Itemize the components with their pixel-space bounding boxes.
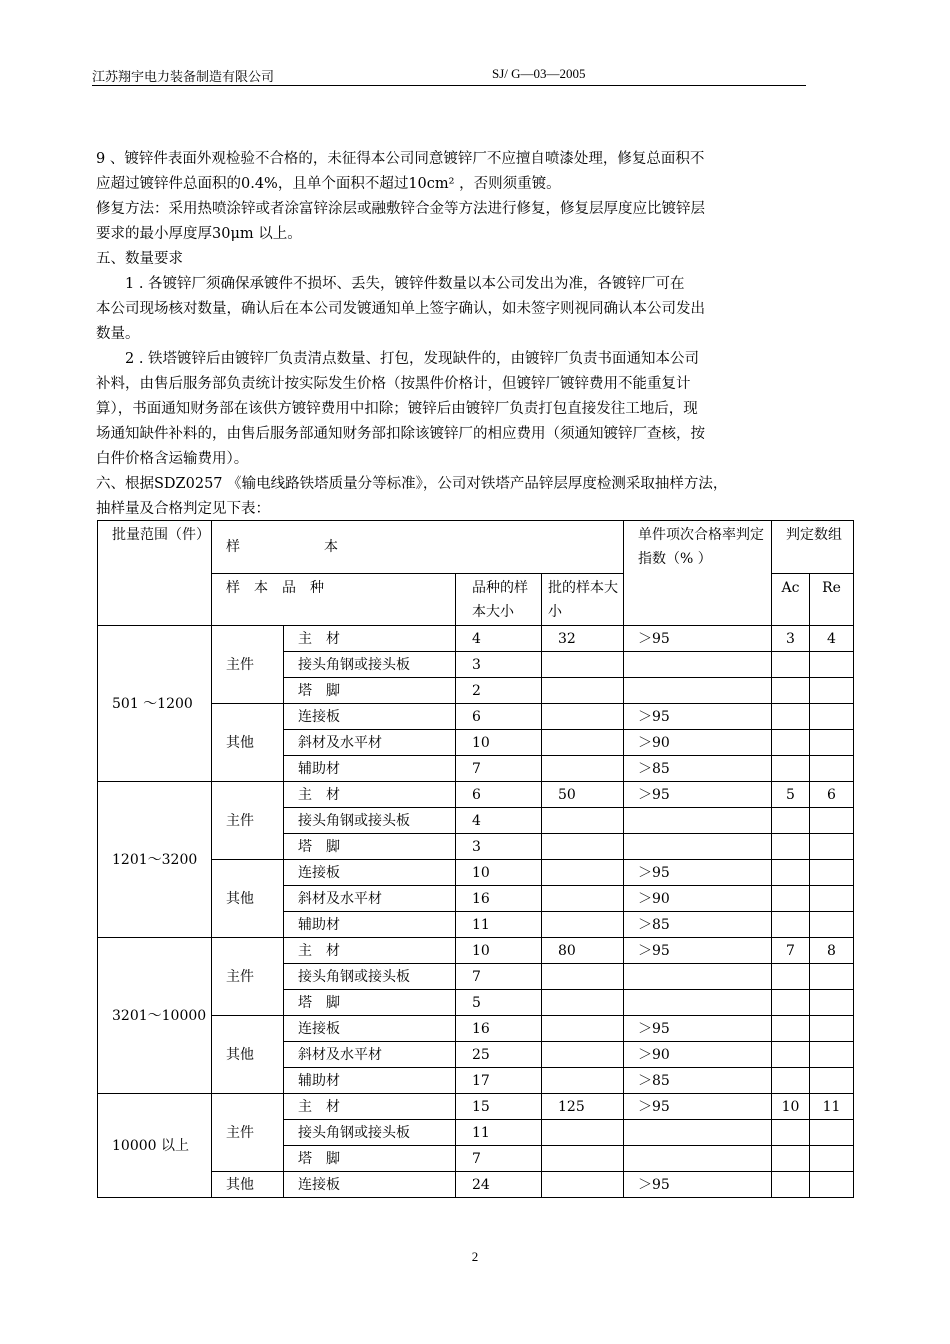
pass-rate-cell (624, 1120, 772, 1146)
table-header-row (98, 521, 854, 574)
re-cell (810, 886, 854, 912)
batch-size-cell (542, 808, 624, 834)
paragraph-line: 白件价格含运输费用）。 (96, 451, 249, 467)
paragraph-line: 补料，由售后服务部负责统计按实际发生价格（按黑件价格计，但镀锌厂镀锌费用不能重复计 (96, 376, 691, 392)
pass-rate-cell: ＞95 (624, 782, 772, 808)
sample-variety-cell: 塔 脚 (284, 990, 456, 1016)
batch-size-cell (542, 704, 624, 730)
ac-cell (772, 834, 810, 860)
pass-rate-cell (624, 990, 772, 1016)
sample-variety-cell: 辅助材 (284, 912, 456, 938)
sample-variety-cell: 接头角钢或接头板 (284, 964, 456, 990)
sample-variety-cell: 接头角钢或接头板 (284, 652, 456, 678)
re-cell (810, 964, 854, 990)
variety-size-cell: 6 (456, 782, 542, 808)
re-cell (810, 1146, 854, 1172)
re-cell (810, 730, 854, 756)
sampling-table (97, 520, 854, 1198)
pass-rate-cell: ＞90 (624, 1042, 772, 1068)
re-cell: 4 (810, 626, 854, 652)
variety-size-cell: 7 (456, 756, 542, 782)
table-body (98, 521, 854, 1198)
header-re: Re (810, 574, 854, 626)
pass-rate-cell: ＞95 (624, 704, 772, 730)
variety-size-cell: 10 (456, 730, 542, 756)
re-cell (810, 1068, 854, 1094)
variety-size-cell: 11 (456, 912, 542, 938)
pass-rate-cell (624, 678, 772, 704)
table-row (98, 704, 854, 730)
pass-rate-cell (624, 652, 772, 678)
part-category-cell: 主件 (212, 1094, 284, 1172)
sample-variety-cell: 主 材 (284, 938, 456, 964)
re-cell (810, 1172, 854, 1198)
re-cell (810, 808, 854, 834)
variety-size-cell: 10 (456, 860, 542, 886)
pass-rate-cell: ＞95 (624, 1094, 772, 1120)
pass-rate-cell (624, 964, 772, 990)
sample-variety-cell: 塔 脚 (284, 678, 456, 704)
ac-cell (772, 730, 810, 756)
table-row (98, 1172, 854, 1198)
batch-size-cell (542, 860, 624, 886)
pass-rate-cell: ＞95 (624, 860, 772, 886)
paragraph-line: 应超过镀锌件总面积的0.4%，且单个面积不超过10cm² ，否则须重镀。 (96, 176, 561, 192)
sample-variety-cell: 辅助材 (284, 756, 456, 782)
re-cell (810, 1042, 854, 1068)
sample-variety-cell: 连接板 (284, 704, 456, 730)
variety-size-cell: 2 (456, 678, 542, 704)
batch-size-cell (542, 964, 624, 990)
sample-variety-cell: 主 材 (284, 782, 456, 808)
document-number: SJ/ G—03—2005 (492, 66, 586, 81)
batch-size-cell (542, 730, 624, 756)
section-heading: 六、根据SDZ0257 《输电线路铁塔质量分等标准》，公司对铁塔产品锌层厚度检测采取抽样方法， (96, 476, 728, 492)
sample-variety-cell: 连接板 (284, 1016, 456, 1042)
table-row (98, 1094, 854, 1120)
sample-variety-cell: 斜材及水平材 (284, 730, 456, 756)
sample-variety-cell: 塔 脚 (284, 834, 456, 860)
batch-size-cell (542, 1042, 624, 1068)
sample-variety-cell: 接头角钢或接头板 (284, 808, 456, 834)
ac-cell (772, 1172, 810, 1198)
pass-rate-cell (624, 1146, 772, 1172)
header-divider (92, 85, 806, 86)
batch-range-cell: 10000 以上 (98, 1094, 212, 1198)
pass-rate-cell: ＞85 (624, 912, 772, 938)
ac-cell (772, 860, 810, 886)
paragraph-line: 场通知缺件补料的，由售后服务部通知财务部扣除该镀锌厂的相应费用（须通知镀锌厂查核，按 (96, 426, 705, 442)
batch-range-cell: 3201～10000 (98, 938, 212, 1094)
paragraph-line: 要求的最小厚度厚30μm 以上。 (96, 226, 302, 242)
ac-cell (772, 652, 810, 678)
table-row (98, 782, 854, 808)
variety-size-cell: 6 (456, 704, 542, 730)
header-variety-size: 品种的样本大小 (456, 574, 542, 626)
variety-size-cell: 17 (456, 1068, 542, 1094)
re-cell (810, 912, 854, 938)
variety-size-cell: 3 (456, 834, 542, 860)
sample-variety-cell: 连接板 (284, 860, 456, 886)
ac-cell (772, 808, 810, 834)
batch-size-cell (542, 652, 624, 678)
header-ac: Ac (772, 574, 810, 626)
batch-size-cell: 80 (542, 938, 624, 964)
batch-size-cell (542, 1120, 624, 1146)
re-cell: 8 (810, 938, 854, 964)
part-category-cell: 主件 (212, 626, 284, 704)
batch-size-cell (542, 756, 624, 782)
pass-rate-cell: ＞95 (624, 1172, 772, 1198)
re-cell (810, 860, 854, 886)
batch-size-cell (542, 1172, 624, 1198)
batch-size-cell (542, 1146, 624, 1172)
table-row (98, 860, 854, 886)
variety-size-cell: 4 (456, 626, 542, 652)
pass-rate-cell: ＞95 (624, 938, 772, 964)
part-category-cell: 其他 (212, 860, 284, 938)
batch-size-cell (542, 1016, 624, 1042)
batch-size-cell (542, 1068, 624, 1094)
batch-size-cell (542, 834, 624, 860)
batch-size-cell (542, 912, 624, 938)
ac-cell (772, 886, 810, 912)
part-category-cell: 其他 (212, 1172, 284, 1198)
ac-cell: 5 (772, 782, 810, 808)
paragraph-line: 数量。 (96, 326, 140, 342)
ac-cell (772, 1068, 810, 1094)
variety-size-cell: 24 (456, 1172, 542, 1198)
header-sample: 样 本 (212, 521, 624, 574)
ac-cell (772, 912, 810, 938)
batch-range-cell: 1201～3200 (98, 782, 212, 938)
pass-rate-cell: ＞95 (624, 626, 772, 652)
variety-size-cell: 7 (456, 1146, 542, 1172)
batch-size-cell (542, 678, 624, 704)
sample-variety-cell: 斜材及水平材 (284, 886, 456, 912)
re-cell: 11 (810, 1094, 854, 1120)
pass-rate-cell: ＞85 (624, 1068, 772, 1094)
re-cell: 6 (810, 782, 854, 808)
sample-variety-cell: 主 材 (284, 1094, 456, 1120)
page-header (92, 66, 806, 84)
batch-size-cell: 50 (542, 782, 624, 808)
batch-range-cell: 501 ～1200 (98, 626, 212, 782)
paragraph-line: 本公司现场核对数量，确认后在本公司发镀通知单上签字确认，如未签字则视同确认本公司发出 (96, 301, 705, 317)
ac-cell: 3 (772, 626, 810, 652)
header-batch-range: 批量范围（件） (98, 521, 212, 626)
sample-variety-cell: 接头角钢或接头板 (284, 1120, 456, 1146)
variety-size-cell: 3 (456, 652, 542, 678)
ac-cell (772, 704, 810, 730)
paragraph-line: 2 . 铁塔镀锌后由镀锌厂负责清点数量、打包，发现缺件的，由镀锌厂负责书面通知本公司 (96, 351, 700, 367)
batch-size-cell (542, 886, 624, 912)
variety-size-cell: 15 (456, 1094, 542, 1120)
sample-variety-cell: 斜材及水平材 (284, 1042, 456, 1068)
paragraph-line: 算），书面通知财务部在该供方镀锌费用中扣除；镀锌后由镀锌厂负责打包直接发往工地后，现 (96, 401, 698, 417)
paragraph-line: 9 、镀锌件表面外观检验不合格的，未征得本公司同意镀锌厂不应擅自喷漆处理，修复总面积不 (96, 151, 705, 167)
table-row (98, 1016, 854, 1042)
pass-rate-cell: ＞90 (624, 886, 772, 912)
section-heading: 五、数量要求 (96, 251, 183, 267)
batch-size-cell (542, 990, 624, 1016)
variety-size-cell: 25 (456, 1042, 542, 1068)
variety-size-cell: 16 (456, 886, 542, 912)
sample-variety-cell: 主 材 (284, 626, 456, 652)
pass-rate-cell (624, 834, 772, 860)
re-cell (810, 990, 854, 1016)
sample-variety-cell: 辅助材 (284, 1068, 456, 1094)
ac-cell (772, 1120, 810, 1146)
page-number: 2 (471, 1249, 479, 1264)
pass-rate-cell: ＞90 (624, 730, 772, 756)
ac-cell (772, 1146, 810, 1172)
part-category-cell: 主件 (212, 782, 284, 860)
pass-rate-cell: ＞95 (624, 1016, 772, 1042)
paragraph-line: 1 . 各镀锌厂须确保承镀件不损坏、丢失，镀锌件数量以本公司发出为准，各镀锌厂可在 (96, 276, 685, 292)
re-cell (810, 704, 854, 730)
ac-cell (772, 964, 810, 990)
ac-cell: 10 (772, 1094, 810, 1120)
variety-size-cell: 7 (456, 964, 542, 990)
re-cell (810, 652, 854, 678)
header-judge-group: 判定数组 (772, 521, 854, 574)
header-sample-variety: 样 本 品 种 (212, 574, 456, 626)
paragraph-line: 修复方法：采用热喷涂锌或者涂富锌涂层或融敷锌合金等方法进行修复，修复层厚度应比镀锌层 (96, 201, 705, 217)
variety-size-cell: 16 (456, 1016, 542, 1042)
pass-rate-cell (624, 808, 772, 834)
ac-cell (772, 756, 810, 782)
variety-size-cell: 11 (456, 1120, 542, 1146)
batch-size-cell: 125 (542, 1094, 624, 1120)
part-category-cell: 其他 (212, 704, 284, 782)
ac-cell: 7 (772, 938, 810, 964)
ac-cell (772, 1016, 810, 1042)
sample-variety-cell: 塔 脚 (284, 1146, 456, 1172)
re-cell (810, 1016, 854, 1042)
pass-rate-cell: ＞85 (624, 756, 772, 782)
variety-size-cell: 4 (456, 808, 542, 834)
ac-cell (772, 1042, 810, 1068)
re-cell (810, 756, 854, 782)
batch-size-cell: 32 (542, 626, 624, 652)
table-row (98, 938, 854, 964)
sample-variety-cell: 连接板 (284, 1172, 456, 1198)
part-category-cell: 其他 (212, 1016, 284, 1094)
re-cell (810, 678, 854, 704)
header-pass-rate: 单件项次合格率判定指数（% ） (624, 521, 772, 626)
ac-cell (772, 990, 810, 1016)
company-name: 江苏翔宇电力装备制造有限公司 (92, 70, 275, 85)
header-batch-size: 批的样本大小 (542, 574, 624, 626)
variety-size-cell: 5 (456, 990, 542, 1016)
variety-size-cell: 10 (456, 938, 542, 964)
table-row (98, 626, 854, 652)
re-cell (810, 1120, 854, 1146)
ac-cell (772, 678, 810, 704)
part-category-cell: 主件 (212, 938, 284, 1016)
re-cell (810, 834, 854, 860)
paragraph-line: 抽样量及合格判定见下表： (96, 501, 270, 517)
